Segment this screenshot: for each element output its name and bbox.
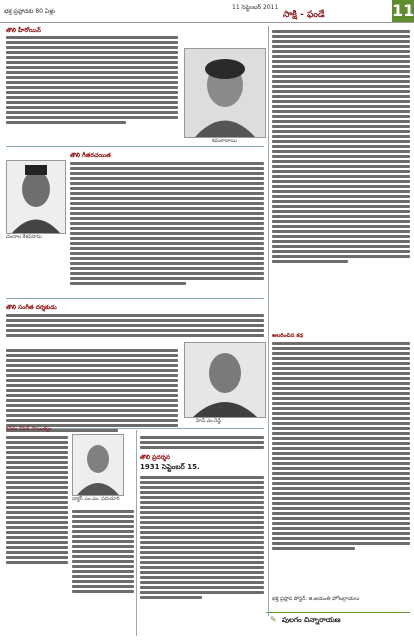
portrait-icon [7,161,65,233]
section-first-screening-title: తొలి ప్రదర్శన [140,454,171,461]
photo-hm-reddy [184,342,266,418]
section-first-lyricist-text [70,160,264,287]
byline-box [266,612,410,627]
byline-name: పులగం చిన్నారాయణ [282,616,341,624]
portrait-icon [185,49,265,137]
section-first-screening-text [140,474,264,601]
section-first-music-director-title: తొలి సంగీత దర్శకుడు [6,304,57,311]
author-sidebar-text [6,434,68,566]
header-paper-name: సాక్షి - ఫండే [283,10,325,20]
caption-author: డాక్టర్ ఎం.ఎం. పరుచూరి [72,496,120,502]
portrait-icon [185,343,265,417]
page-header [0,0,414,23]
caption-hm-reddy: హెచ్.ఎం.రెడ్డి [196,418,221,424]
caption-chandala-keshavadasu: చందాల కేశవదాసు [6,234,42,240]
divider [6,146,264,147]
author-sidebar-text-2 [72,508,134,595]
right-column-text-1 [272,28,410,265]
section-first-music-director-text [6,347,178,434]
photo-kamalabai [184,48,266,138]
column-divider [268,26,269,616]
right-column-text-2 [272,340,410,552]
screening-date: 1931 సెప్టెంబర్ 15. [140,463,200,471]
section-first-heroine-title: తొలి హీరోయిన్ [6,27,41,34]
section-first-lyricist-title: తొలి గీతరచయిత [70,152,111,159]
header-title: భక్త ప్రహ్లాదకు 80 ఏళ్లు [4,8,56,15]
portrait-icon [73,435,123,495]
caption-kamalabai: కమలాబాయి [212,138,237,144]
section-story-title: అలరించిన కథ [272,333,304,339]
photo-author [72,434,124,496]
header-date: 11 సెప్టెంబర్ 2011 [232,4,279,11]
photo-chandala-keshavadasu [6,160,66,234]
section-first-heroine-text [6,34,178,126]
pen-icon: ✎ [270,615,277,624]
page-number: 11 [392,1,414,20]
column-divider [136,430,137,636]
section-first-screening-intro [140,434,264,451]
courtesy-caption: భక్త ప్రహ్లాద పోస్టర్: జి.జయంతి హోటల్రాయలు [272,596,360,602]
section-first-music-director-intro [6,312,264,339]
divider [6,298,264,299]
author-box-label: కనకం రేవణ్ సాయిత్యం [6,426,52,432]
